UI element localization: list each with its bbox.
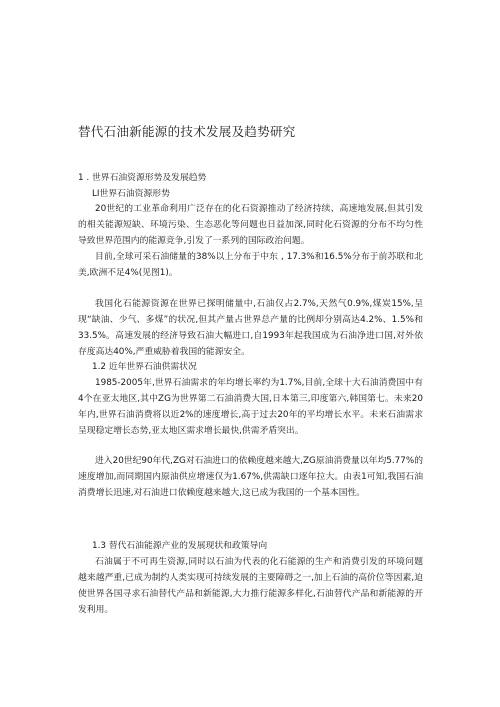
section-1-1-heading: LI世界石油资源形势 (92, 189, 170, 199)
paragraph-1: 20世纪的工业革命利用广泛存在的化石资源推动了经济持续、高速地发展,但其引发的相关能源短缺、环境污染、生态恶化等问题也日益加深,同时化石资源的分布不均匀性导致世界范围内的能源竞争,引发了一系列的国际政治问题。 (78, 204, 423, 246)
document-title: 替代石油新能源的技术发展及趋势研究 (78, 124, 296, 139)
paragraph-4: 1985-2005年,世界石油需求的年均增长率约为1.7%,目前,全球十大石油消费国中有4个在亚太地区,其中ZG为世界第二石油消费大国,日本第三,印度第六,韩国第七。未来20年内,世界石油消费将以近2%的速度增长,高于过去20年的平均增长水平。未来石油需求呈现稳定增长态势,亚太地区需求增长最快,供需矛盾突出。 (78, 378, 423, 436)
section-1-heading: 1 . 世界石油资源形势及发展趋势 (78, 173, 207, 183)
section-1-2-heading: 1.2 近年世界石油供需状况 (92, 362, 197, 372)
paragraph-3: 我国化石能源资源在世界已探明储量中,石油仅占2.7%,天然气0.9%,煤炭15%,呈现“缺油、少气、多煤”的状况,但其产量占世界总产量的比例却分别高达4.2%、1.5%和33.5%。高速发展的经济导致石油大幅进口,自1993年起我国成为石油净进口国,对外依存度高达40%,严重威胁着我国的能源安全。 (78, 299, 423, 357)
paragraph-6: 石油属于不可再生资源,同时以石油为代表的化石能源的生产和消费引发的环境问题越来越严重,已成为制约人类实现可持续发展的主要障碍之一,加上石油的高价位等因素,迫使世界各国寻求石油替代产品和新能源,大力推行能源多样化,石油替代产品和新能源的开发利用。 (78, 557, 423, 615)
paragraph-2: 目前,全球可采石油储量的38%以上分布于中东 , 17.3%和16.5%分布于前苏联和北美,欧洲不足4%(见图1)。 (78, 252, 423, 278)
section-1-3-heading: 1.3 替代石油能源产业的发展现状和政策导向 (92, 541, 268, 551)
paragraph-5: 进入20世纪90年代,ZG对石油进口的依赖度越来越大,ZG原油消费量以年均5.77%的速度增加,而同期国内原油供应增速仅为1.67%,供需缺口逐年拉大。由表1可知,我国石油消费增长迅速,对石油进口依赖度越来越大,这已成为我国的一个基本国性。 (78, 456, 423, 498)
